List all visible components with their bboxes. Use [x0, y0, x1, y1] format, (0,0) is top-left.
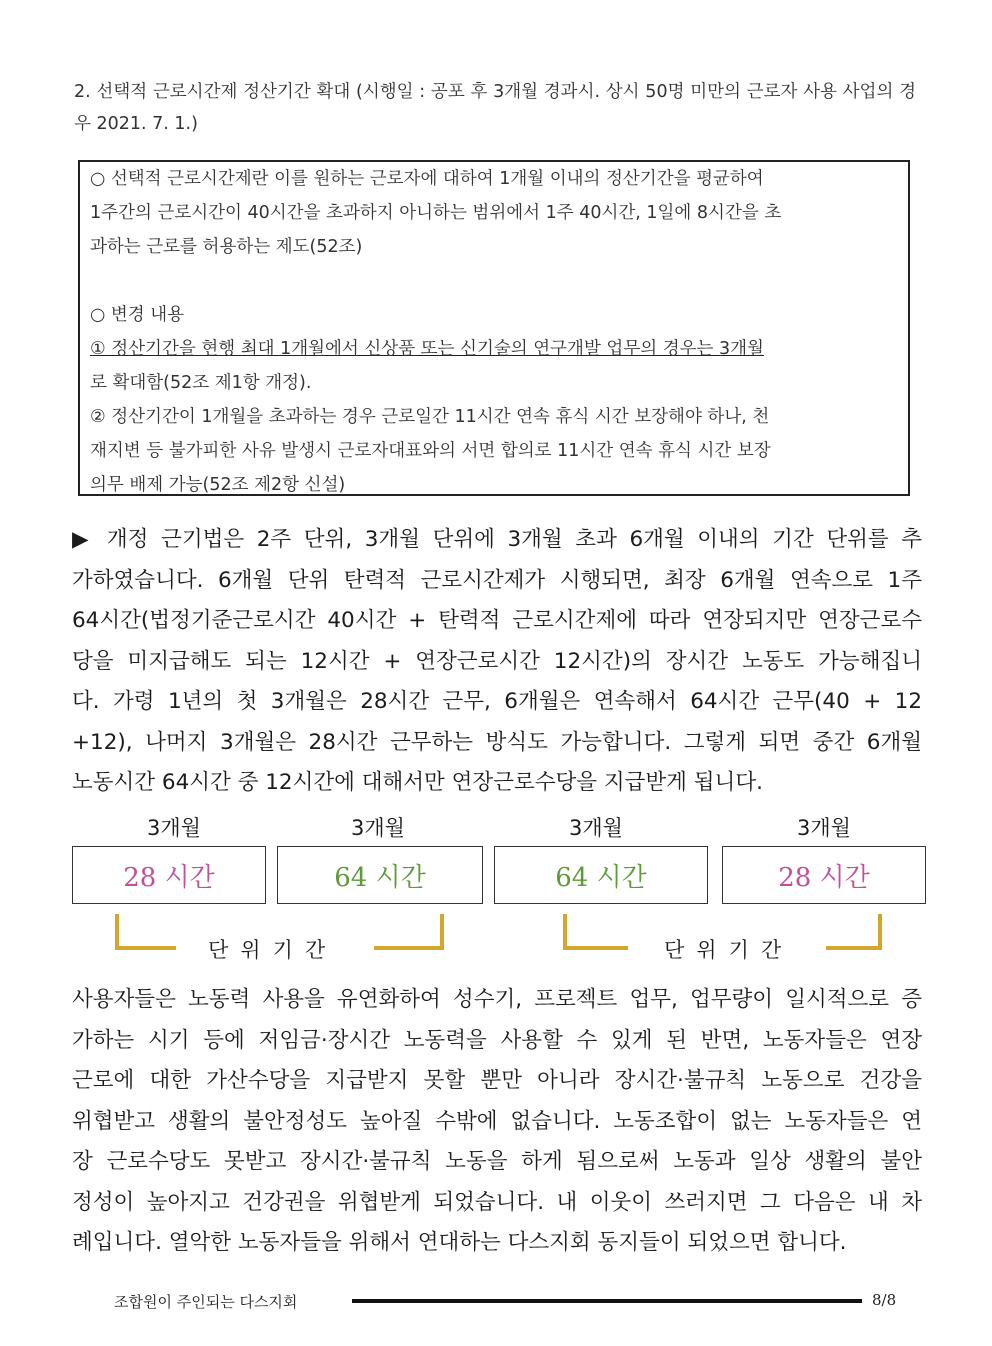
notice-box: [78, 160, 910, 496]
paragraph-line: 64시간(법정기준근로시간 40시간 + 탄력적 근로시간제에 따라 연장되지만 연장근로수: [72, 608, 922, 633]
paragraph-line: 근로에 대한 가산수당을 지급받지 못할 뿐만 아니라 장시간·불규칙 노동으로 건강을: [72, 1068, 922, 1093]
paragraph-line: 정성이 높아지고 건강권을 위협받게 되었습니다. 내 이웃이 쓰러지면 그 다음은 내 차: [72, 1189, 922, 1215]
paragraph-line: 사용자들은 노동력 사용을 유연화하여 성수기, 프로젝트 업무, 업무량이 일시적으로 증: [72, 987, 922, 1012]
paragraph-line: 가하는 시기 등에 저임금·장시간 노동력을 사용할 수 있게 된 반면, 노동자들은 연장: [72, 1027, 922, 1053]
period-label-2: 3개월: [351, 816, 405, 840]
box-line: ② 정산기간이 1개월을 초과하는 경우 근로일간 11시간 연속 휴식 시간 보장해야 하나, 천: [90, 407, 770, 427]
page-number: 8/8: [872, 1291, 897, 1309]
box-line: 재지변 등 불가피한 사유 발생시 근로자대표와의 서면 합의로 11시간 연속 휴식 시간 보장: [90, 441, 771, 461]
box-line: ○ 선택적 근로시간제란 이를 원하는 근로자에 대하여 1개월 이내의 정산기간을 평균하여: [90, 169, 764, 189]
paragraph-line: 가하였습니다. 6개월 단위 탄력적 근로시간제가 시행되면, 최장 6개월 연속으로 1주: [72, 567, 922, 593]
period-hours-1: 28 시간: [123, 862, 215, 893]
paragraph-line: 장 근로수당도 못받고 장시간·불규칙 노동을 하게 됨으로써 노동과 일상 생활의 불안: [72, 1149, 922, 1174]
bracket-right-2: [822, 912, 887, 952]
footer-rule: [352, 1299, 862, 1303]
bracket-left-2: [560, 912, 635, 952]
section-title: 2. 선택적 근로시간제 정산기간 확대 (시행일 : 공포 후 3개월 경과시. 상시 50명 미만의 근로자 사용 사업의 경우 2021. 7. 1.): [74, 82, 916, 134]
period-hours-3: 64 시간: [555, 862, 647, 893]
paragraph-line: 례입니다. 열악한 노동자들을 위해서 연대하는 다스지회 동지들이 되었으면 합니다.: [72, 1230, 847, 1255]
box-line: 의무 배제 가능(52조 제2항 신설): [90, 475, 346, 495]
box-line: ○ 변경 내용: [90, 305, 185, 325]
paragraph-line: 당을 미지급해도 되는 12시간 + 연장근로시간 12시간)의 장시간 노동도 가능해집니: [72, 648, 922, 674]
period-label-4: 3개월: [797, 816, 851, 840]
box-blank-line: [90, 264, 898, 298]
paragraph-conclusion: [72, 980, 922, 1264]
period-hours-2: 64 시간: [334, 862, 426, 893]
bracket-right-1: [370, 912, 450, 952]
footer-org-name: 조합원이 주인되는 다스지회: [114, 1293, 298, 1311]
period-label-3: 3개월: [569, 816, 623, 840]
box-line: 1주간의 근로시간이 40시간을 초과하지 아니하는 범위에서 1주 40시간, 1일에 8시간을 초: [90, 203, 782, 223]
box-line: ① 정산기간을 현행 최대 1개월에서 신상품 또는 신기술의 연구개발 업무의 경우는 3개월: [90, 339, 764, 359]
paragraph-line: 위협받고 생활의 불안정성도 높아질 수밖에 없습니다. 노동조합이 없는 노동자들은 연: [72, 1108, 922, 1134]
period-box-4: [722, 846, 926, 904]
period-hours-4: 28 시간: [778, 862, 870, 893]
period-box-3: [494, 846, 708, 904]
unit-period-label-1: 단위기간: [208, 938, 338, 962]
unit-period-label-2: 단위기간: [664, 938, 794, 962]
period-label-1: 3개월: [147, 816, 201, 840]
box-line: 로 확대함(52조 제1항 개정).: [90, 373, 312, 393]
period-box-1: [72, 846, 266, 904]
paragraph-line: ▶ 개정 근기법은 2주 단위, 3개월 단위에 3개월 초과 6개월 이내의 기간 단위를 추: [72, 527, 922, 552]
period-box-2: [277, 846, 483, 904]
bracket-left-1: [112, 912, 182, 952]
paragraph-line: +12), 나머지 3개월은 28시간 근무하는 방식도 가능합니다. 그렇게 되면 중간 6개월: [72, 729, 922, 755]
box-line: 과하는 근로를 허용하는 제도(52조): [90, 237, 363, 257]
paragraph-line: 노동시간 64시간 중 12시간에 대해서만 연장근로수당을 지급받게 됩니다.: [72, 770, 763, 795]
paragraph-line: 다. 가령 1년의 첫 3개월은 28시간 근무, 6개월은 연속해서 64시간 근무(40 + 12: [72, 689, 922, 714]
paragraph-reform: [72, 520, 922, 804]
